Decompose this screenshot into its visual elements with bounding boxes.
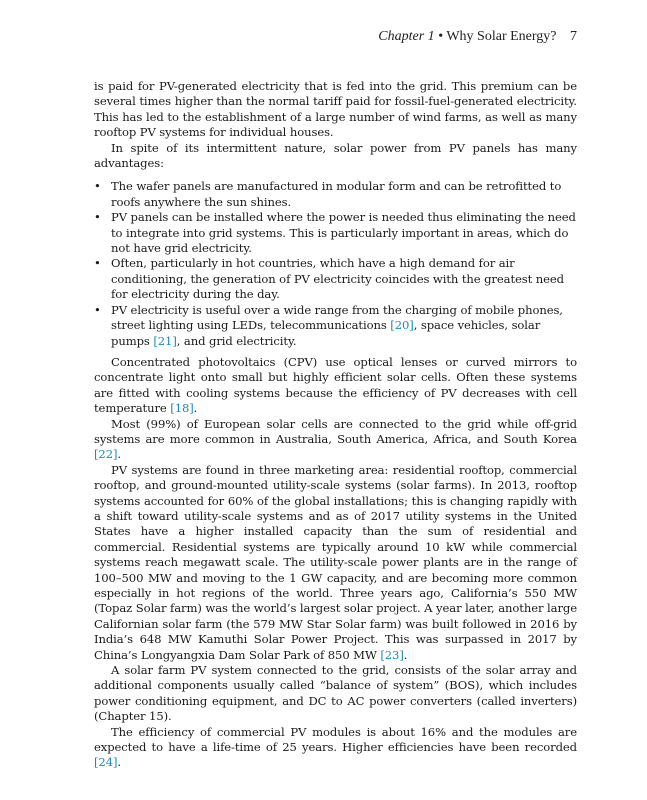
chapter-label: Chapter 1	[378, 29, 435, 44]
list-item-text: , space vehicles, solar pumps	[111, 318, 541, 348]
paragraph-efficiency	[94, 725, 577, 771]
paragraph-text: Most (99%) of European solar cells are connected to the grid while off-grid systems are more common in Australia, South America, Africa, and South Korea	[94, 416, 577, 446]
list-item-text: PV electricity is useful over a wide range from the charging of mobile phones, street lighting using LEDs, telecommunications	[111, 302, 563, 333]
list-item: • Often, particularly in hot countries, which have a high demand for air conditioning, the generation of PV electricity coincides with the greatest need for electricity during the day.	[94, 256, 577, 302]
paragraph-cpv	[94, 355, 577, 417]
paragraph-end: .	[403, 647, 408, 662]
paragraph-text: PV systems are found in three marketing area: residential rooftop, commercial rooftop, and ground-mounted utility-scale systems (solar farms). In 2013, rooftop systems accounted for 60% of the global installations; this is changing rapidly with a shift toward utility-scale systems and as of 2017 utility systems in the United States have a higher installed capacity than the sum of residential and commercial. Residential systems are typically around 10 kW while commercial systems reach megawatt scale. The utility-scale power plants are in the range of 100–500 MW and moving to the 1 GW capacity, and are becoming more common especially in hot regions of the world. Three years ago, California’s 550 MW (Topaz Solar farm) was the world’s largest solar project. A year later, another large Californian solar farm (the 579 MW Star Solar farm) was built followed in 2016 by India’s 648 MW Kamuthi Solar Power Project. This was surpassed in 2017 by China’s Longyangxia Dam Solar Park of 850 MW	[94, 462, 577, 662]
paragraph-solar-farm: A solar farm PV system connected to the grid, consists of the solar array and additional components usually called “balance of system” (BOS), which includes power conditioning equipment, and DC to AC power converters (called inverters) (Chapter 15).	[94, 663, 577, 724]
paragraph-text: Concentrated photovoltaics (CPV) use optical lenses or curved mirrors to concentrate light onto small but highly efficient solar cells. Often these systems are fitted with cooling systems because the efficiency of PV decreases with cell temperature	[94, 354, 577, 416]
list-item: • PV panels can be installed where the power is needed thus eliminating the need to integrate into grid systems. This is particularly important in areas, which do not have grid electricity.	[94, 210, 577, 256]
list-item-text: , and grid electricity.	[176, 333, 297, 348]
paragraph-advantages-intro: In spite of its intermittent nature, solar power from PV panels has many advantages:	[94, 140, 577, 171]
citation-link[interactable]: [24]	[94, 755, 118, 770]
list-item: • The wafer panels are manufactured in modular form and can be retrofitted to roofs anywhere the sun shines.	[94, 179, 577, 210]
paragraph-continued: is paid for PV-generated electricity that is fed into the grid. This premium can be several times higher than the normal tariff paid for fossil-fuel-generated electricity. This has led to the establishment of a large number of wind farms, as well as many rooftop PV systems for individual houses.	[94, 79, 577, 140]
list-item	[94, 303, 577, 349]
paragraph-end: .	[117, 447, 121, 462]
running-header	[378, 29, 577, 45]
paragraph-end: .	[117, 755, 121, 770]
citation-link[interactable]: [20]	[390, 318, 414, 333]
citation-link[interactable]: [18]	[170, 401, 194, 416]
citation-link[interactable]: [23]	[380, 647, 404, 662]
header-separator: •	[438, 29, 444, 44]
chapter-title: Why Solar Energy?	[446, 29, 557, 44]
citation-link[interactable]: [22]	[94, 447, 118, 462]
paragraph-end: .	[193, 401, 198, 416]
page-body	[94, 79, 577, 771]
paragraph-markets	[94, 463, 577, 663]
page-number: 7	[570, 29, 577, 44]
citation-link[interactable]: [21]	[153, 333, 177, 348]
paragraph-european	[94, 417, 577, 463]
advantages-list	[94, 179, 577, 348]
paragraph-text: The efficiency of commercial PV modules is about 16% and the modules are expected to have a life-time of 25 years. Higher efficiencies have been recorded	[94, 724, 577, 755]
